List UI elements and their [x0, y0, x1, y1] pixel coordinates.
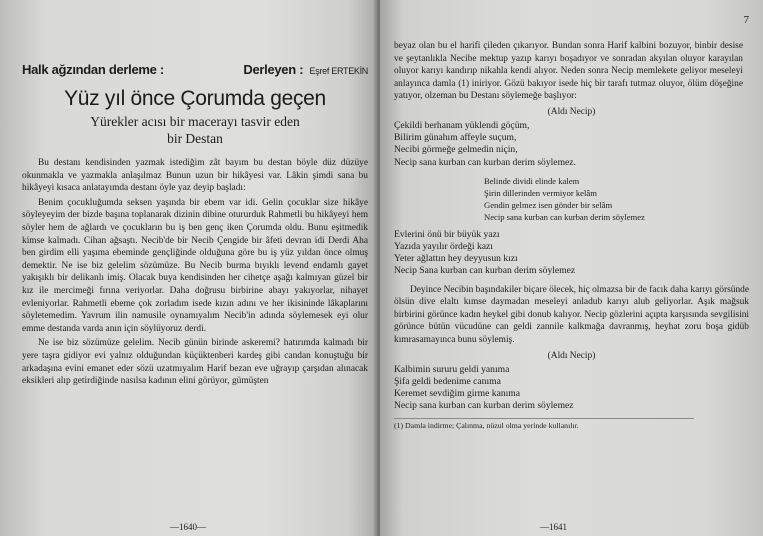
verse-line: Şirin dillerinden vermiyor kelâm — [484, 187, 597, 198]
paragraph: Ne ise biz sözümüze gelelim. Necib günün birinde askeremi? hatırımda kalmadı bir yere taşra gidiyor evi yalnız olduğundan küçüktenberi kardeş gibi candan konuştuğu bir arkadaşına evini emanet eder sözü uzatmıyalım Harif bezan eve uğrayıp çarşıdan alınacak eksikleri alıp getirdiğinde nasılsa kadının elini görüyor, gümüşten — [22, 338, 368, 387]
paragraph: beyaz olan bu el harifi çileden çıkarıyor. Bundan sonra Harif kalbini bozuyor, binbir desise ve şeytanlıkla Necibe mektup yazıp karıyı boşadıyor ve sonradan akyılan oluyor karayılan oluyor karıyı kandırıp nikahla kendi alıyor. Neden sonra Necip memlekete geliyor meseleyi anlayınca damla (1) iniriyor. Gözü bakıyor isede hiç bir tarafı tutmaz oluyor, ölüm döşeğine yatıyor, olzeman bu Destanı söylemeğe başlıyor: — [394, 41, 743, 102]
verse-line: Yazıda yayılır ördeği kazı — [394, 240, 493, 252]
verse-line: Şifa geldi bedenime canıma — [394, 375, 501, 387]
verse-line: Çekildi berhanam yüklendi göçüm, — [394, 119, 530, 131]
verse-line: Necip sana kurban can kurban derim söylemez — [484, 211, 645, 222]
compiler-credit — [243, 62, 368, 77]
paragraph: Bu destanı kendisinden yazmak istediğim zât bayım bu destan böyle düz düzüye okunmakla ve yazmakla anlaşılmaz Bunun uzun bir hikâyesi var. Lâkin şimdi sana bu hikâyeyi kısaca anlatayımda destanı öyle yaz deyip başladı: — [22, 158, 368, 194]
compiler-label: Derleyen : — [243, 62, 304, 77]
right-page — [380, 0, 763, 536]
verse — [394, 364, 749, 413]
song-title: (Aldı Necip) — [547, 350, 596, 361]
section-label: Halk ağzından derleme : — [22, 62, 164, 77]
song-title: (Aldı Necip) — [547, 106, 596, 117]
right-middle-text — [394, 284, 749, 347]
left-page — [0, 0, 378, 536]
compiler-name: Eşref ERTEKİN — [309, 66, 368, 76]
verse-line: Bilirim günahım affeyle suçum, — [394, 132, 517, 144]
right-body-text — [394, 40, 749, 103]
verse-line: Keremet sevdiğim girme kanıma — [394, 387, 521, 399]
page-number: 7 — [743, 14, 749, 26]
verse-line: Necibi görmeğe gelmedin niçin, — [394, 144, 518, 156]
verse-line: Gendin gelmez isen gönder bir selâm — [484, 199, 613, 210]
verse-line: Necip sana kurban can kurban derim söylemez. — [394, 156, 576, 168]
verse — [394, 120, 749, 169]
verse-line: Evlerini önü bir büyük yazı — [394, 228, 500, 240]
verse-line: Yeter ağlattın hey deyyusun kızı — [394, 253, 518, 265]
heading-row — [22, 62, 368, 77]
paragraph: Benim çocukluğumda seksen yaşında bir ebem var idi. Gelin çocuklar size hikâye söyleyeyim der bizde başına toplanarak dizinin dibine otururduk Rahmetli bu hikâyeyi hem söyler hem de ağlardı ve çocukların bu iş ben genç iken Çorumda oldu. Bunu eşitmedik kimse kalmadı. Cihan ağsaştı. Necib'de bir Necib Çengide bir âfeti devran idi Derdi Aha ben girdim elli yaşıma ebeminde gençliğinde olduğuna göre bu iş yüz yıldan önce olmuş demektir. Ne ise biz gelelim sözümüze. Bu Necib burma bıyıklı levend endamlı gayet yakışıklı bir delikanlı imiş. Olacak buya kendisinden her cihetçe aşağı kalmıyan güzel bir kız ile mercimeği fırına veriyorlar. Daha doğrusu birbirine abayı yakıyorlar, nihayet evleniyorlar. Rahmetli ebeme çok zorladım isede kızın adını ve her ikisininde lâkaplarını söyletemedim. Yavrum ilin namusile oynamıyalım Necib'in adında söylemesek eyi olur emme destanda varda anın için söylüyoruz derdi. — [22, 197, 368, 334]
article-title: Yüz yıl önce Çorumda geçen — [64, 87, 326, 110]
paragraph: Deyince Necibin başındakiler biçare ölecek, hiç olmazsa bir de facık daha karıyı görsünde ölsün dive elaltı kımse daymadan meseleyi anladub karıyı alub geliyorlar. Aşık mağsuk birbirini görünce kadın heykel gibi donub kalıyor. Necip gözlerini açıpta karşısında sevgilisini görünce bütün vücudüne can geldi zannile kalkmağa davranmış, heyhat zoru boşa gidüb kımrasamayınca bunu söylemiş. — [394, 284, 749, 345]
verse-line: Kalbimin sururu geldi yanıma — [394, 363, 510, 375]
left-folio: —1640— — [170, 522, 206, 532]
subtitle-line: bir Destan — [167, 131, 223, 146]
subtitle-line: Yürekler acısı bir macerayı tasvir eden — [90, 114, 300, 129]
verse — [394, 229, 749, 278]
right-folio: —1641 — [540, 522, 567, 532]
verse-line: Belinde dividi elinde kalem — [484, 175, 580, 186]
article-subtitle — [22, 113, 368, 147]
verse — [394, 175, 749, 223]
footnote: (1) Damla indirme; Çalınma, nüzul olma yerinde kullanılır. — [394, 418, 694, 430]
verse-line: Necip Sana kurban can kurban derim söylemez — [394, 265, 576, 277]
left-body-text — [22, 157, 368, 388]
verse-line: Necip sana kurban can kurban derim söylemez — [394, 400, 574, 412]
